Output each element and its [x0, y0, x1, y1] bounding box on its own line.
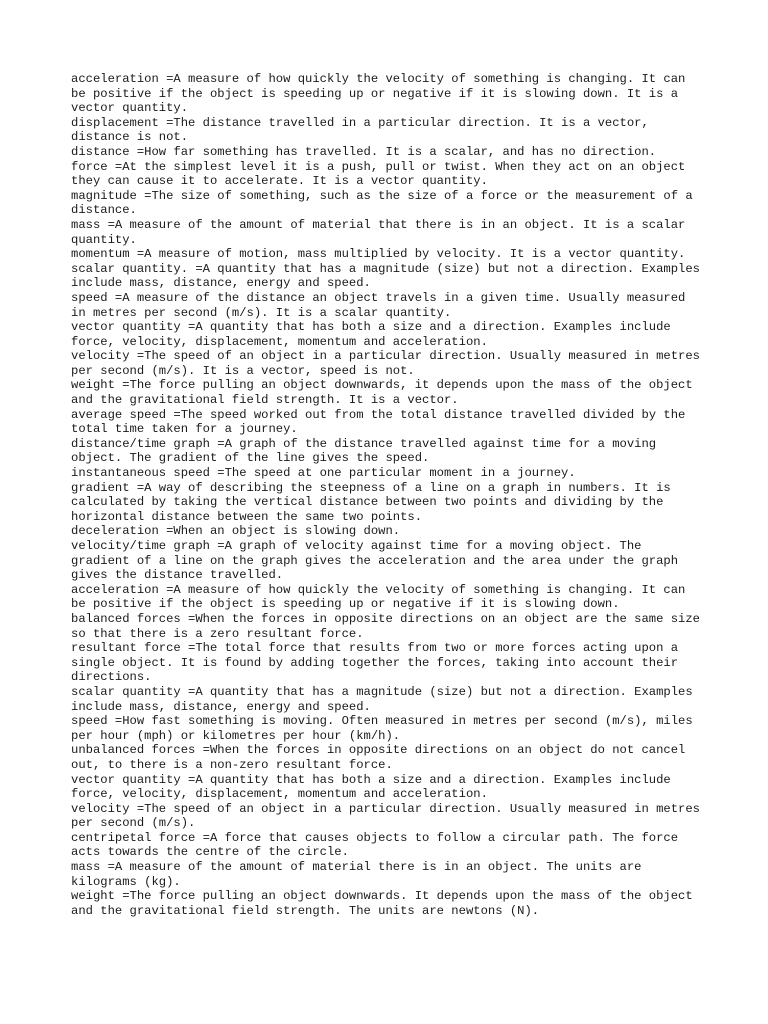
glossary-entry: unbalanced forces =When the forces in opposite directions on an object do not cancel out, to there is a non-zero resultant force. — [71, 743, 686, 772]
glossary-entry: velocity =The speed of an object in a particular direction. Usually measured in metres per second (m/s). It is a vector, speed is not. — [71, 349, 700, 378]
glossary-entry: centripetal force =A force that causes objects to follow a circular path. The force acts towards the centre of the circle. — [71, 830, 679, 860]
glossary-entry: acceleration =A measure of how quickly the velocity of something is changing. It can be positive if the object is speeding up or negative if it is slowing down. — [71, 582, 686, 612]
glossary-entry: balanced forces =When the forces in opposite directions on an object are the same size so that there is a zero resultant force. — [71, 611, 700, 641]
glossary-entry: speed =How fast something is moving. Often measured in metres per second (m/s), miles per hour (mph) or kilometres per hour (km/h). — [71, 714, 693, 743]
glossary-entry: force =At the simplest level it is a push, pull or twist. When they act on an object they can cause it to accelerate. It is a vector quantity. — [71, 159, 686, 189]
glossary-entry: weight =The force pulling an object downwards, it depends upon the mass of the object and the gravitational field strength. It is a vector. — [71, 378, 693, 408]
glossary-list — [71, 72, 703, 918]
glossary-entry: magnitude =The size of something, such as the size of a force or the measurement of a distance. — [71, 188, 693, 218]
glossary-entry: velocity =The speed of an object in a particular direction. Usually measured in metres per second (m/s). — [71, 801, 700, 831]
glossary-entry: scalar quantity =A quantity that has a magnitude (size) but not a direction. Examples include mass, distance, energy and speed. — [71, 684, 693, 714]
glossary-entry: vector quantity =A quantity that has both a size and a direction. Examples include force, velocity, displacement, momentum and acceleration. — [71, 320, 671, 349]
glossary-entry: vector quantity =A quantity that has both a size and a direction. Examples include force, velocity, displacement, momentum and acceleration. — [71, 772, 671, 802]
glossary-entry: scalar quantity. =A quantity that has a magnitude (size) but not a direction. Examples include mass, distance, energy and speed. — [71, 261, 700, 291]
glossary-entry: deceleration =When an object is slowing down. — [71, 524, 401, 539]
glossary-entry: gradient =A way of describing the steepness of a line on a graph in numbers. It is calculated by taking the vertical distance between two points and dividing by the horizontal distance between the same two points. — [71, 480, 671, 524]
glossary-entry: distance =How far something has travelled. It is a scalar, and has no direction. — [71, 144, 657, 159]
glossary-entry: distance/time graph =A graph of the distance travelled against time for a moving object. The gradient of the line gives the speed. — [71, 436, 657, 466]
glossary-entry: mass =A measure of the amount of material there is in an object. The units are kilograms (kg). — [71, 860, 642, 889]
glossary-entry: speed =A measure of the distance an object travels in a given time. Usually measured in metres per second (m/s). It is a scalar quantity. — [71, 290, 686, 320]
glossary-entry: acceleration =A measure of how quickly the velocity of something is changing. It can be positive if the object is speeding up or negative if it is slowing down. It is a vector quantity. — [71, 72, 686, 116]
glossary-entry: instantaneous speed =The speed at one particular moment in a journey. — [71, 466, 576, 481]
glossary-entry: weight =The force pulling an object downwards. It depends upon the mass of the object and the gravitational field strength. The units are newtons (N). — [71, 889, 693, 918]
glossary-entry: velocity/time graph =A graph of velocity against time for a moving object. The gradient of a line on the graph gives the acceleration and the area under the graph gives the distance travelled. — [71, 539, 679, 583]
glossary-entry: resultant force =The total force that results from two or more forces acting upon a single object. It is found by adding together the forces, taking into account their directions. — [71, 641, 679, 685]
glossary-entry: momentum =A measure of motion, mass multiplied by velocity. It is a vector quantity. — [71, 247, 686, 262]
glossary-entry: average speed =The speed worked out from the total distance travelled divided by the total time taken for a journey. — [71, 407, 686, 437]
glossary-entry: displacement =The distance travelled in a particular direction. It is a vector, distance is not. — [71, 115, 649, 145]
glossary-entry: mass =A measure of the amount of material that there is in an object. It is a scalar quantity. — [71, 217, 686, 247]
